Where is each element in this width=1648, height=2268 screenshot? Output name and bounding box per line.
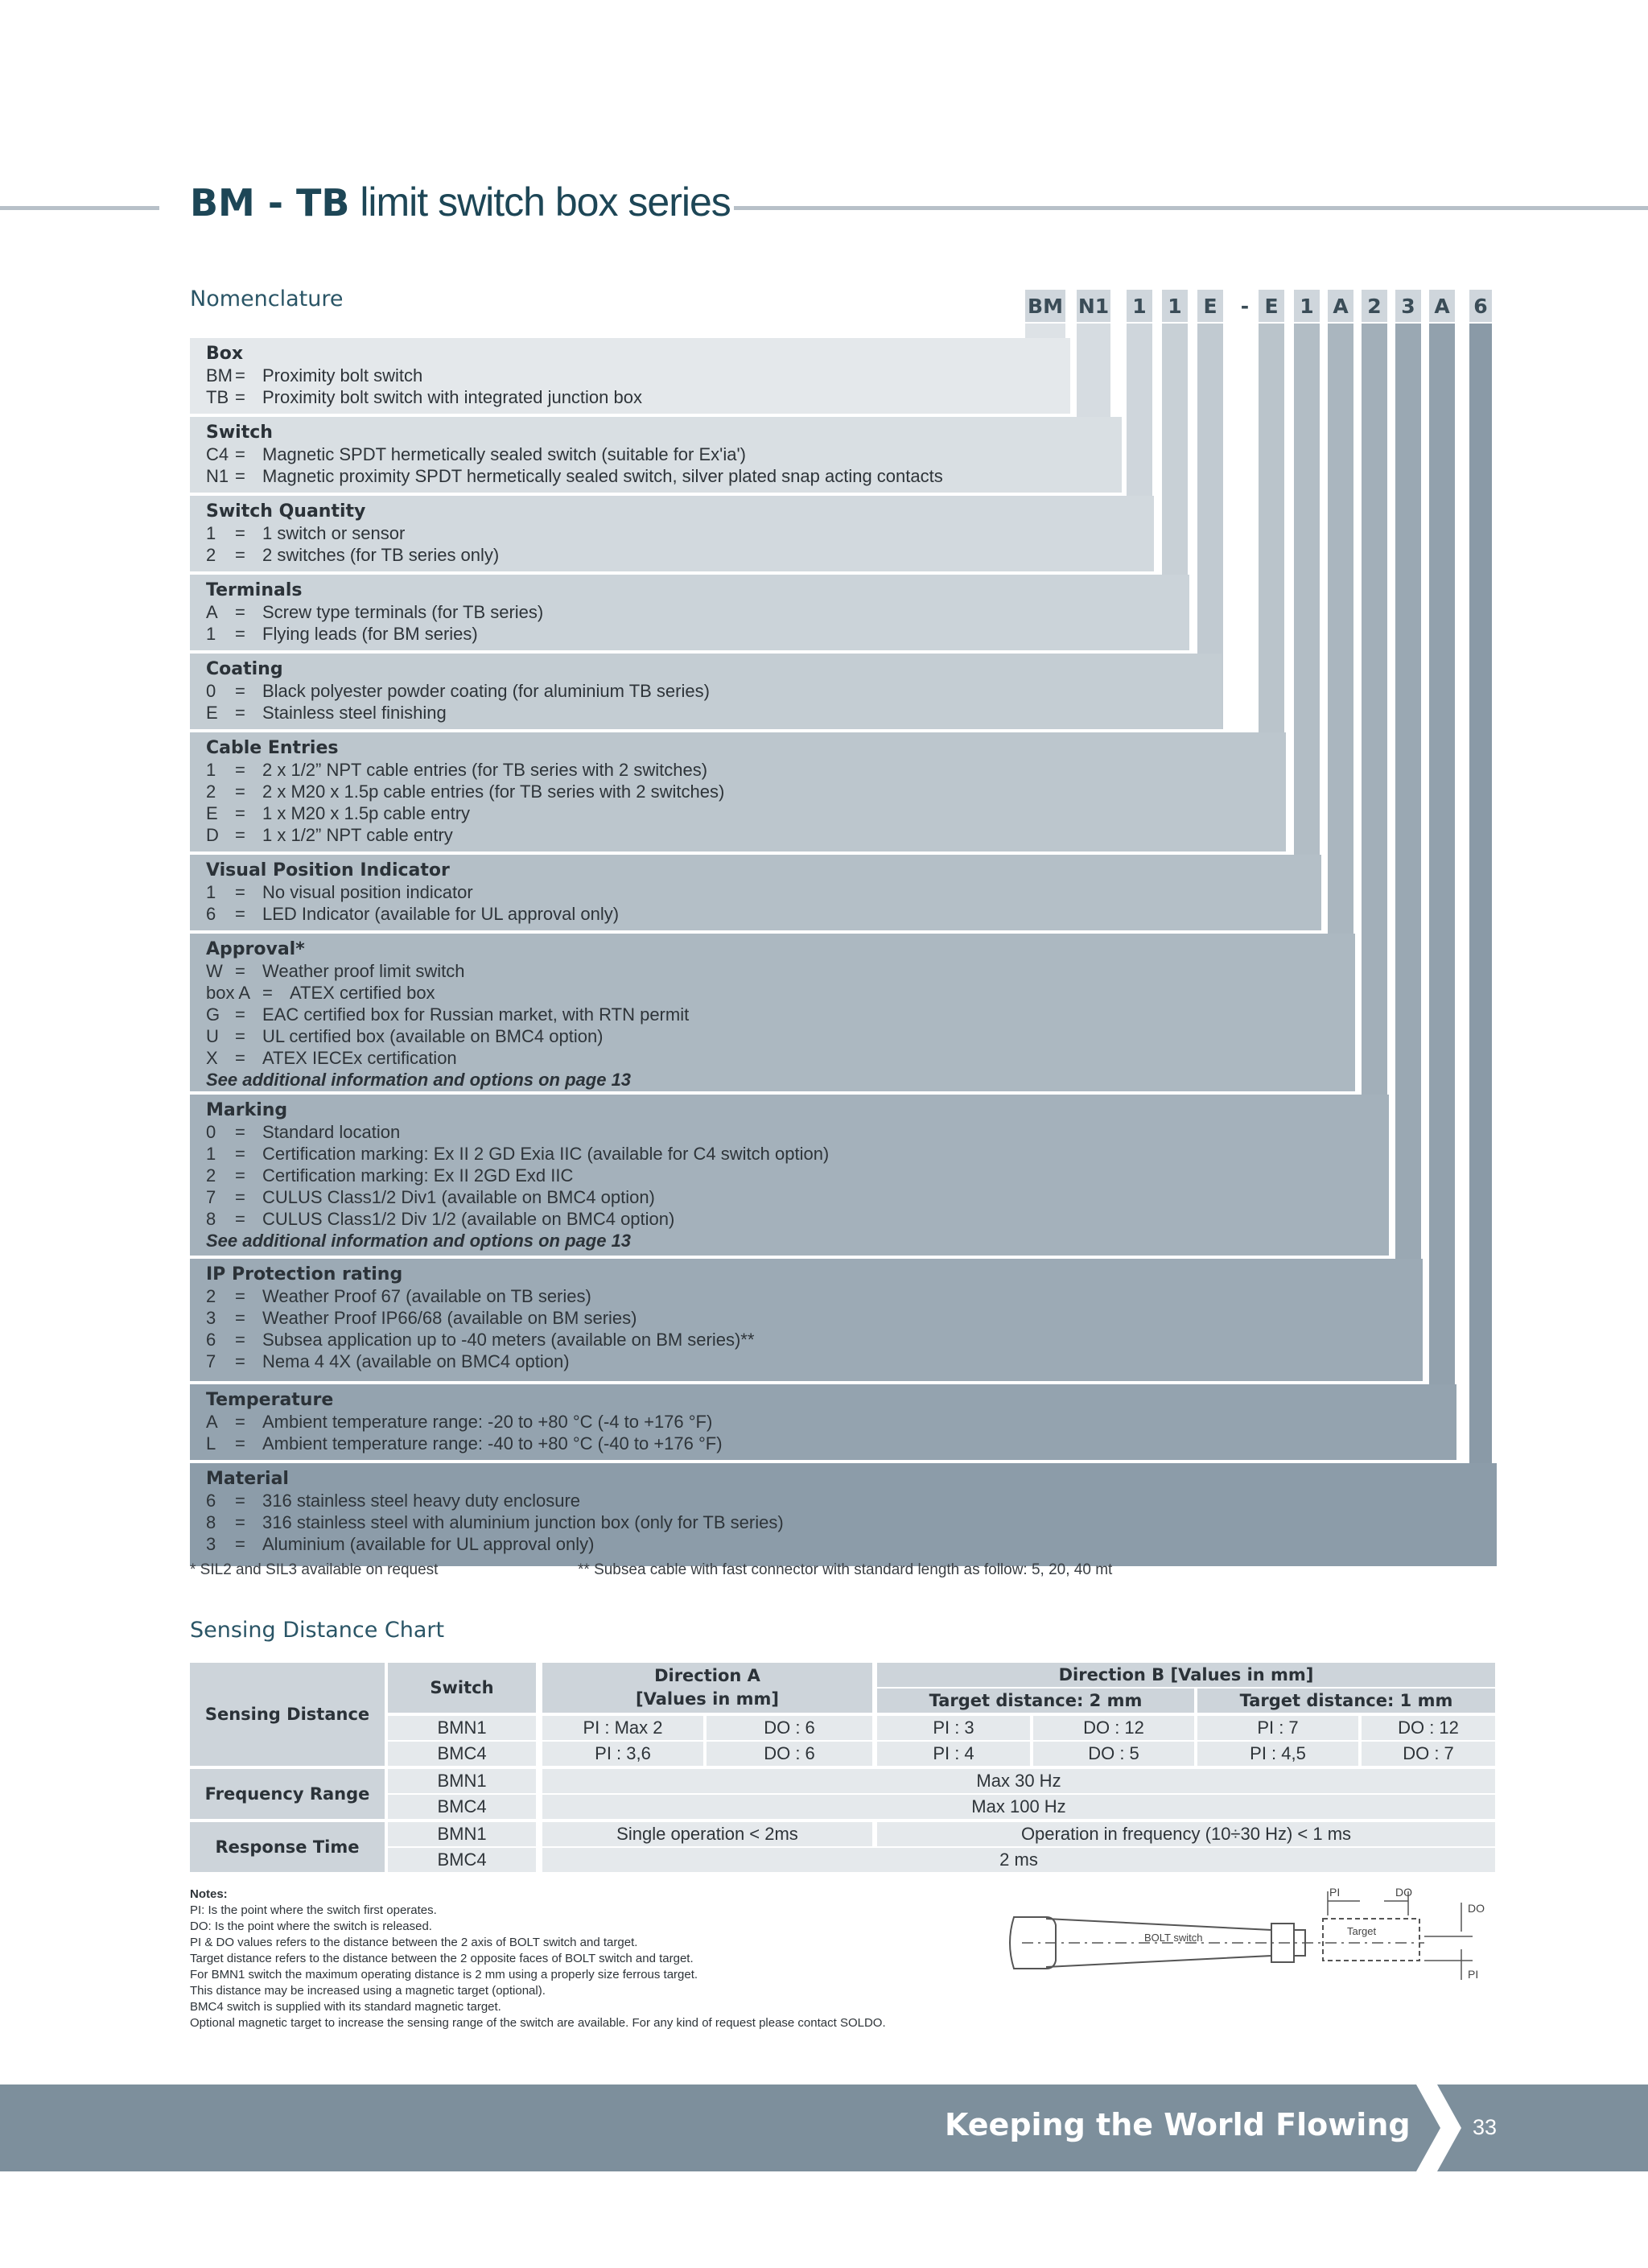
option-code: 8 [206, 1209, 216, 1229]
table-cell-b1-do: DO : 7 [1362, 1742, 1495, 1766]
option-text: Proximity bolt switch [262, 365, 423, 386]
option-code: U [206, 1026, 219, 1046]
option-code: 1 [206, 1144, 216, 1164]
option-equals: = [235, 1512, 245, 1532]
nomenclature-heading: Nomenclature [190, 287, 344, 311]
option-text: 316 stainless steel heavy duty enclosure [262, 1491, 581, 1511]
option-code: D [206, 825, 219, 845]
section-option [206, 1208, 1389, 1230]
section-title: IP Protection rating [206, 1264, 403, 1285]
option-text: 2 x M20 x 1.5p cable entries (for TB series with 2 switches) [262, 781, 725, 802]
header-direction-a [542, 1663, 872, 1713]
section-option [206, 1121, 1389, 1143]
section-option [206, 702, 1222, 724]
section-option [206, 1411, 1456, 1433]
option-text: Standard location [262, 1122, 401, 1142]
table-cell-a-do: DO : 6 [707, 1716, 872, 1740]
option-code: E [206, 703, 218, 723]
option-code: 0 [206, 681, 216, 701]
option-text: ATEX IECEx certification [262, 1048, 457, 1068]
option-text: Certification marking: Ex II 2GD Exd IIC [262, 1165, 574, 1186]
nomenclature-section [190, 1259, 1423, 1381]
section-option [206, 802, 1286, 824]
option-equals: = [262, 983, 273, 1003]
option-equals: = [235, 1165, 245, 1186]
nomenclature-section [190, 1095, 1389, 1256]
title-rule-right [734, 206, 1648, 210]
option-code: 1 [206, 523, 216, 543]
option-equals: = [235, 1144, 245, 1164]
option-equals: = [235, 466, 245, 486]
option-code: 2 [206, 545, 216, 565]
option-text: Magnetic SPDT hermetically sealed switch (suitable for Ex'ia') [262, 444, 747, 464]
section-option [206, 759, 1286, 781]
diagram-target-label: Target [1347, 1925, 1377, 1937]
section-option [206, 544, 1154, 566]
code-separator: - [1240, 294, 1250, 318]
option-code: A [206, 602, 218, 622]
page-number: 33 [1473, 2115, 1498, 2139]
footer-chevron-icon [1416, 2084, 1465, 2171]
option-code: 0 [206, 1122, 216, 1142]
header-direction-a-line1: Direction A [654, 1666, 760, 1685]
option-equals: = [235, 1412, 245, 1432]
nomenclature-section [190, 654, 1222, 729]
option-equals: = [235, 1330, 245, 1350]
section-option [206, 1047, 1355, 1069]
code-box: 1 [1294, 290, 1320, 322]
option-text: Stainless steel finishing [262, 703, 447, 723]
header-target-1mm: Target distance: 1 mm [1197, 1689, 1495, 1713]
option-equals: = [235, 760, 245, 780]
note-line: For BMN1 switch the maximum operating distance is 2 mm using a properly size ferrous target. [190, 1968, 698, 1981]
section-title: Box [206, 344, 244, 364]
section-option [206, 824, 1286, 846]
note-line: BMC4 switch is supplied with its standard magnetic target. [190, 2000, 501, 2014]
nomenclature-section [190, 732, 1286, 852]
option-code: N1 [206, 466, 229, 486]
option-text: Nema 4 4X (available on BMC4 option) [262, 1351, 570, 1371]
code-connector-strip [1469, 324, 1492, 1566]
option-text: CULUS Class1/2 Div1 (available on BMC4 option) [262, 1187, 655, 1207]
section-option [206, 1004, 1355, 1025]
code-box: 1 [1162, 290, 1188, 322]
option-code: C4 [206, 444, 229, 464]
option-equals: = [235, 1122, 245, 1142]
table-cell-response-b: Operation in frequency (10÷30 Hz) < 1 ms [877, 1822, 1495, 1846]
option-text: Black polyester powder coating (for aluminium TB series) [262, 681, 710, 701]
option-code: 1 [206, 760, 216, 780]
title-bold: BM - TB [190, 181, 350, 225]
header-direction-b: Direction B [Values in mm] [877, 1663, 1495, 1687]
header-target-2mm: Target distance: 2 mm [877, 1689, 1194, 1713]
section-option [206, 1165, 1389, 1186]
diagram-pi-side-label: PI [1468, 1968, 1479, 1981]
section-note: See additional information and options on page 13 [206, 1070, 632, 1090]
title-rest: limit switch box series [360, 179, 731, 225]
code-box: 2 [1362, 290, 1387, 322]
table-cell-b2-do: DO : 5 [1033, 1742, 1194, 1766]
option-text: Flying leads (for BM series) [262, 624, 478, 644]
section-option [206, 1433, 1456, 1454]
option-code: 1 [206, 624, 216, 644]
option-equals: = [235, 1048, 245, 1068]
option-code: X [206, 1048, 218, 1068]
section-option [206, 1143, 1389, 1165]
option-code: 1 [206, 882, 216, 902]
row-label-frequency: Frequency Range [190, 1769, 385, 1819]
option-equals: = [235, 1351, 245, 1371]
option-code: L [206, 1433, 216, 1454]
option-equals: = [235, 365, 245, 386]
section-option [206, 1285, 1423, 1307]
footnote-sil: * SIL2 and SIL3 available on request [190, 1561, 439, 1578]
option-text: Weather Proof 67 (available on TB series) [262, 1286, 591, 1306]
option-text: 1 x M20 x 1.5p cable entry [262, 803, 471, 823]
option-equals: = [235, 545, 245, 565]
nomenclature-section [190, 934, 1355, 1091]
section-title: Coating [206, 659, 283, 679]
option-equals: = [235, 602, 245, 622]
option-equals: = [235, 444, 245, 464]
option-equals: = [235, 1491, 245, 1511]
option-code: 6 [206, 1491, 216, 1511]
table-cell-b1-pi: PI : 7 [1197, 1716, 1358, 1740]
section-option [206, 601, 1189, 623]
section-option [206, 443, 1122, 465]
option-code: 2 [206, 781, 216, 802]
code-box: E [1197, 290, 1223, 322]
table-cell-b2-pi: PI : 3 [877, 1716, 1030, 1740]
option-text: CULUS Class1/2 Div 1/2 (available on BMC4 option) [262, 1209, 675, 1229]
option-code: 3 [206, 1534, 216, 1554]
notes-block [190, 1887, 995, 2031]
option-code: 7 [206, 1187, 216, 1207]
option-equals: = [235, 781, 245, 802]
header-switch: Switch [388, 1663, 536, 1713]
option-text: Screw type terminals (for TB series) [262, 602, 544, 622]
code-box: 1 [1127, 290, 1152, 322]
section-option [206, 1511, 1497, 1533]
option-code: E [206, 803, 218, 823]
diagram-do-side-label: DO [1468, 1902, 1485, 1915]
nomenclature-section [190, 855, 1321, 930]
section-option [206, 386, 1070, 408]
option-text: LED Indicator (available for UL approval only) [262, 904, 620, 924]
section-option [206, 623, 1189, 645]
option-equals: = [235, 387, 245, 407]
note-line: Target distance refers to the distance between the 2 opposite faces of BOLT switch and target. [190, 1952, 694, 1965]
section-title: Switch [206, 423, 273, 443]
diagram-bolt-label: BOLT switch [1144, 1932, 1203, 1944]
option-equals: = [235, 1026, 245, 1046]
option-text: 2 x 1/2” NPT cable entries (for TB series with 2 switches) [262, 760, 708, 780]
code-box: A [1429, 290, 1455, 322]
section-option [206, 680, 1222, 702]
section-option [206, 881, 1321, 903]
section-option [206, 781, 1286, 802]
option-code: 3 [206, 1308, 216, 1328]
option-code: 6 [206, 1330, 216, 1350]
option-text: Certification marking: Ex II 2 GD Exia IIC (available for C4 switch option) [262, 1144, 830, 1164]
section-option [206, 1329, 1423, 1350]
option-equals: = [235, 681, 245, 701]
option-equals: = [235, 1286, 245, 1306]
section-option [206, 522, 1154, 544]
note-line: DO: Is the point where the switch is released. [190, 1920, 432, 1933]
note-line: PI & DO values refers to the distance between the 2 axis of BOLT switch and target. [190, 1936, 638, 1949]
row-label-response: Response Time [190, 1822, 385, 1872]
option-equals: = [235, 624, 245, 644]
code-connector-strip [1429, 324, 1455, 1460]
note-line: This distance may be increased using a magnetic target (optional). [190, 1984, 546, 1998]
section-option [206, 1025, 1355, 1047]
code-box: 6 [1469, 290, 1492, 322]
option-code: W [206, 961, 223, 981]
section-option [206, 982, 1355, 1004]
section-title: Cable Entries [206, 738, 339, 758]
code-box: N1 [1077, 290, 1110, 322]
section-title: Marking [206, 1100, 288, 1120]
table-cell-switch: BMN1 [388, 1716, 536, 1740]
table-cell-response-a: Single operation < 2ms [542, 1822, 872, 1846]
section-title: Visual Position Indicator [206, 860, 450, 880]
option-code: box A [206, 983, 251, 1003]
option-text: Magnetic proximity SPDT hermetically sealed switch, silver plated snap acting contacts [262, 466, 943, 486]
table-cell-frequency: Max 30 Hz [542, 1769, 1495, 1793]
note-line: Optional magnetic target to increase the sensing range of the switch are available. For any kind of request please contact SOLDO. [190, 2016, 886, 2030]
option-text: Aluminium (available for UL approval only) [262, 1534, 595, 1554]
section-title: Approval* [206, 939, 305, 959]
row-label-sensing: Sensing Distance [190, 1663, 385, 1766]
title-rule-left [0, 206, 159, 210]
section-title: Temperature [206, 1390, 334, 1410]
option-code: 6 [206, 904, 216, 924]
notes-title: Notes: [190, 1887, 228, 1901]
option-text: Weather proof limit switch [262, 961, 465, 981]
table-cell-b2-pi: PI : 4 [877, 1742, 1030, 1766]
code-box: 3 [1395, 290, 1421, 322]
option-text: Weather Proof IP66/68 (available on BM series) [262, 1308, 637, 1328]
diagram-do-label: DO [1395, 1886, 1412, 1899]
table-cell-switch: BMN1 [388, 1769, 536, 1793]
nomenclature-section [190, 575, 1189, 650]
option-code: 8 [206, 1512, 216, 1532]
option-equals: = [235, 703, 245, 723]
table-cell-switch: BMC4 [388, 1742, 536, 1766]
table-cell-b1-pi: PI : 4,5 [1197, 1742, 1358, 1766]
option-equals: = [235, 904, 245, 924]
option-equals: = [235, 1209, 245, 1229]
option-text: No visual position indicator [262, 882, 473, 902]
option-text: ATEX certified box [290, 983, 435, 1003]
nomenclature-section [190, 1384, 1456, 1460]
option-equals: = [235, 523, 245, 543]
diagram-pi-label: PI [1329, 1886, 1341, 1899]
option-text: 316 stainless steel with aluminium junction box (only for TB series) [262, 1512, 784, 1532]
option-text: 2 switches (for TB series only) [262, 545, 500, 565]
nomenclature-section [190, 496, 1154, 571]
option-text: EAC certified box for Russian market, with RTN permit [262, 1004, 690, 1025]
option-equals: = [235, 803, 245, 823]
code-box: E [1259, 290, 1284, 322]
table-cell-a-do: DO : 6 [707, 1742, 872, 1766]
section-option [206, 903, 1321, 925]
table-cell-frequency: Max 100 Hz [542, 1795, 1495, 1819]
nomenclature-section [190, 1463, 1497, 1566]
section-option [206, 1490, 1497, 1511]
option-code: G [206, 1004, 220, 1025]
note-line: PI: Is the point where the switch first operates. [190, 1903, 437, 1917]
section-option [206, 1307, 1423, 1329]
section-option [206, 1350, 1423, 1372]
option-text: Proximity bolt switch with integrated junction box [262, 387, 642, 407]
table-cell-switch: BMN1 [388, 1822, 536, 1846]
sensing-heading: Sensing Distance Chart [190, 1618, 445, 1643]
code-box: A [1328, 290, 1353, 322]
bolt-switch-diagram [1006, 1883, 1497, 2012]
table-cell-a-pi: PI : Max 2 [542, 1716, 703, 1740]
section-option [206, 1533, 1497, 1555]
page-title [190, 179, 731, 225]
section-note: See additional information and options on page 13 [206, 1231, 632, 1251]
code-connector-strip [1294, 324, 1320, 930]
section-option [206, 365, 1070, 386]
option-equals: = [235, 1433, 245, 1454]
option-equals: = [235, 1187, 245, 1207]
option-equals: = [235, 961, 245, 981]
section-title: Terminals [206, 580, 303, 600]
section-option [206, 1186, 1389, 1208]
option-text: Ambient temperature range: -20 to +80 °C (-4 to +176 °F) [262, 1412, 713, 1432]
table-cell-a-pi: PI : 3,6 [542, 1742, 703, 1766]
table-cell-b2-do: DO : 12 [1033, 1716, 1194, 1740]
option-equals: = [235, 882, 245, 902]
table-cell-switch: BMC4 [388, 1795, 536, 1819]
header-direction-a-line2: [Values in mm] [636, 1689, 779, 1709]
option-text: 1 switch or sensor [262, 523, 406, 543]
table-cell-response: 2 ms [542, 1848, 1495, 1872]
table-cell-switch: BMC4 [388, 1848, 536, 1872]
section-option [206, 465, 1122, 487]
option-code: 2 [206, 1165, 216, 1186]
option-text: Subsea application up to -40 meters (available on BM series)** [262, 1330, 755, 1350]
option-equals: = [235, 1534, 245, 1554]
section-title: Switch Quantity [206, 501, 366, 522]
nomenclature-section [190, 417, 1122, 493]
nomenclature-section [190, 338, 1070, 414]
section-title: Material [206, 1469, 289, 1489]
footnote-subsea: ** Subsea cable with fast connector with standard length as follow: 5, 20, 40 mt [578, 1561, 1113, 1578]
footer-slogan: Keeping the World Flowing [945, 2107, 1411, 2142]
option-equals: = [235, 1308, 245, 1328]
section-option [206, 960, 1355, 982]
option-equals: = [235, 825, 245, 845]
option-text: UL certified box (available on BMC4 option) [262, 1026, 604, 1046]
option-code: 2 [206, 1286, 216, 1306]
option-text: Ambient temperature range: -40 to +80 °C (-40 to +176 °F) [262, 1433, 723, 1454]
code-box: BM [1025, 290, 1065, 322]
option-code: BM [206, 365, 233, 386]
option-code: 7 [206, 1351, 216, 1371]
option-equals: = [235, 1004, 245, 1025]
option-text: 1 x 1/2” NPT cable entry [262, 825, 453, 845]
code-connector-strip [1395, 324, 1421, 1381]
option-code: TB [206, 387, 229, 407]
option-code: A [206, 1412, 218, 1432]
table-cell-b1-do: DO : 12 [1362, 1716, 1495, 1740]
